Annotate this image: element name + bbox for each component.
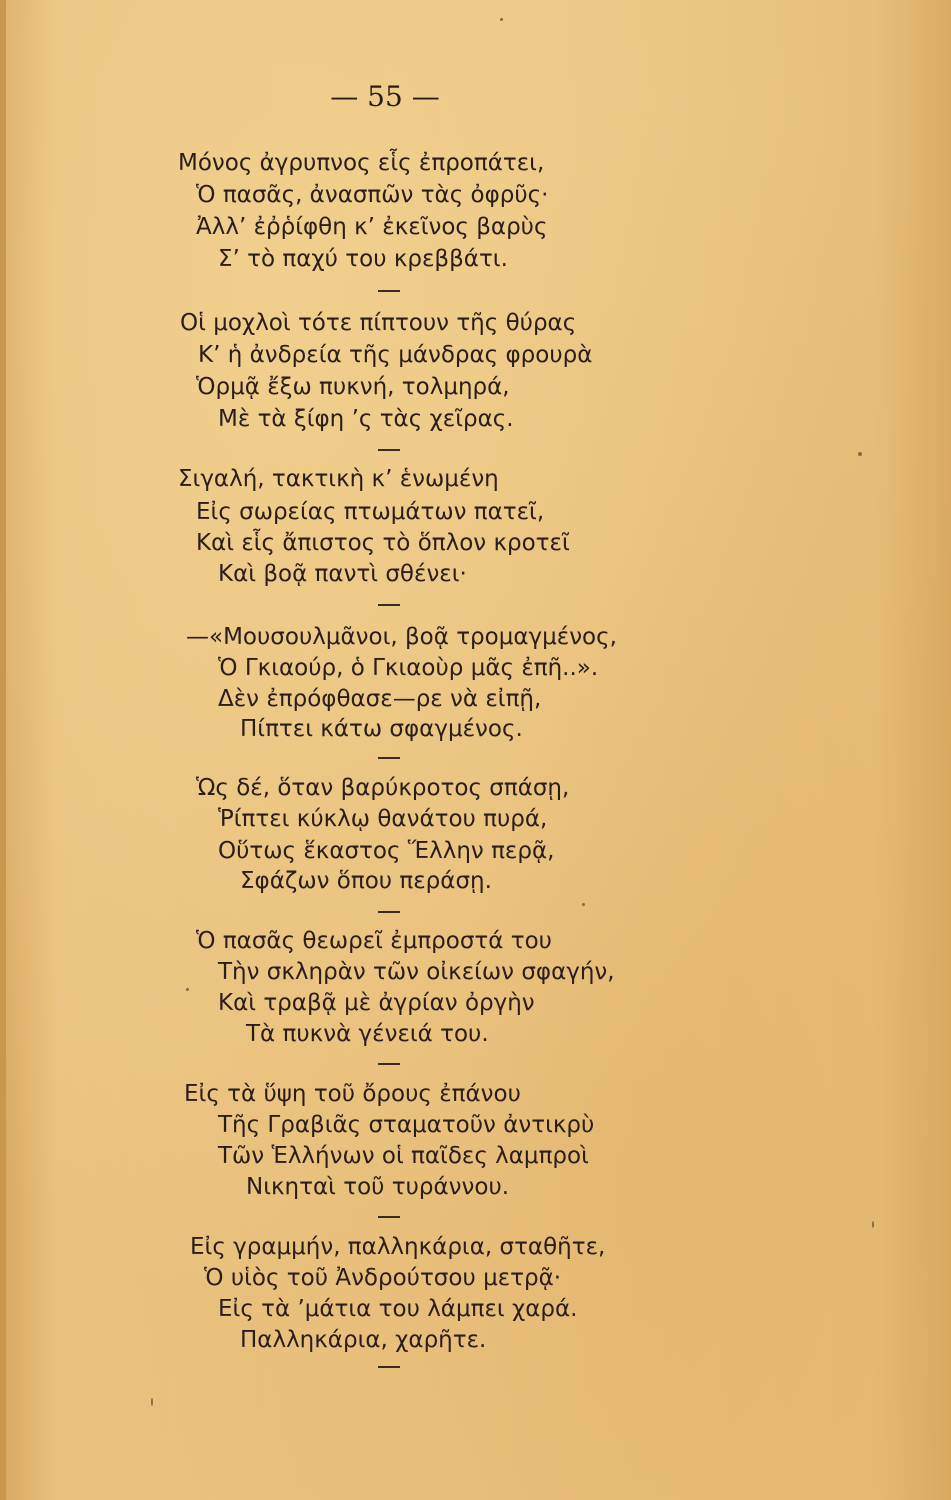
poem-line: Τῶν Ἑλλήνων οἱ παῖδες λαμπροὶ (218, 1143, 589, 1169)
paper-speck (582, 903, 585, 906)
paper-speck (186, 988, 189, 991)
poem-line: Ὁ υἱὸς τοῦ Ἀνδρούτσου μετρᾷ· (204, 1265, 562, 1291)
poem-line: Δὲν ἐπρόφθασε—ρε νὰ εἰπῇ, (218, 686, 542, 712)
paper-speck (858, 452, 862, 456)
page-number: — 55 — (330, 80, 440, 113)
stanza-separator (378, 757, 400, 759)
poem-line: Ὁ πασᾶς θεωρεῖ ἐμπροστά του (196, 928, 552, 954)
page-edge (0, 0, 6, 1500)
poem-line: Εἰς σωρείας πτωμάτων πατεῖ, (196, 499, 545, 525)
poem-line: Ὡς δέ, ὅταν βαρύκροτος σπάσῃ, (196, 775, 570, 801)
stanza-separator (378, 1366, 400, 1368)
stanza-separator (378, 290, 400, 292)
stanza-separator (378, 449, 400, 451)
poem-line: Μόνος ἀγρυπνος εἷς ἐπροπάτει, (178, 150, 545, 176)
poem-line: Καὶ βοᾷ παντὶ σθένει· (218, 561, 467, 587)
stanza-separator (378, 1063, 400, 1065)
poem-line: Τῆς Γραβιᾶς σταματοῦν ἀντικρὺ (218, 1112, 595, 1138)
poem-line: Εἰς τὰ ’μάτια του λάμπει χαρά. (218, 1296, 578, 1322)
stanza-separator (378, 911, 400, 913)
stanza-separator (378, 604, 400, 606)
poem-line: Καὶ τραβᾷ μὲ ἀγρίαν ὀργὴν (218, 990, 535, 1016)
poem-line: Ὁ Γκιαούρ, ὁ Γκιαοὺρ μᾶς ἐπῆ..». (218, 655, 599, 681)
paper-speck (500, 18, 503, 21)
poem-line: Εἰς τὰ ὕψη τοῦ ὄρους ἐπάνου (184, 1081, 521, 1107)
poem-line: Κ’ ἡ ἀνδρεία τῆς μάνδρας φρουρὰ (198, 342, 593, 368)
poem-line: Ὁ πασᾶς, ἀνασπῶν τὰς ὀφρῦς· (196, 182, 549, 208)
poem-line: Ῥίπτει κύκλῳ θανάτου πυρά, (218, 806, 548, 832)
poem-line: Μὲ τὰ ξίφη ’ς τὰς χεῖρας. (218, 406, 514, 432)
poem-line: Πίπτει κάτω σφαγμένος. (240, 716, 523, 742)
poem-line: Εἰς γραμμήν, παλληκάρια, σταθῆτε, (190, 1234, 606, 1260)
poem-line: Ἀλλ’ ἐῤῥίφθη κ’ ἐκεῖνος βαρὺς (196, 214, 548, 240)
poem-line: Παλληκάρια, χαρῆτε. (240, 1327, 487, 1353)
poem-line: Σ’ τὸ παχύ του κρεββάτι. (218, 246, 508, 272)
poem-line: Σιγαλή, τακτικὴ κ’ ἑνωμένη (178, 466, 499, 492)
poem-line: Οἱ μοχλοὶ τότε πίπτουν τῆς θύρας (180, 310, 577, 336)
poem-line: Ὁρμᾷ ἔξω πυκνή, τολμηρά, (196, 374, 510, 400)
poem-line: Οὕτως ἕκαστος Ἕλλην περᾷ, (218, 838, 555, 864)
poem-line: Σφάζων ὅπου περάσῃ. (240, 868, 492, 894)
poem-line: Καὶ εἷς ἄπιστος τὸ ὅπλον κροτεῖ (196, 530, 570, 556)
poem-line: —«Μουσουλμᾶνοι, βοᾷ τρομαγμένος, (186, 624, 617, 650)
poem-line: Νικηταὶ τοῦ τυράννου. (246, 1174, 510, 1200)
poem-line: Τὴν σκληρὰν τῶν οἰκείων σφαγήν, (218, 959, 615, 985)
paper-speck (151, 1398, 153, 1406)
poem-line: Τὰ πυκνὰ γένειά του. (246, 1021, 489, 1047)
stanza-separator (378, 1216, 400, 1218)
paper-speck (872, 1221, 874, 1228)
